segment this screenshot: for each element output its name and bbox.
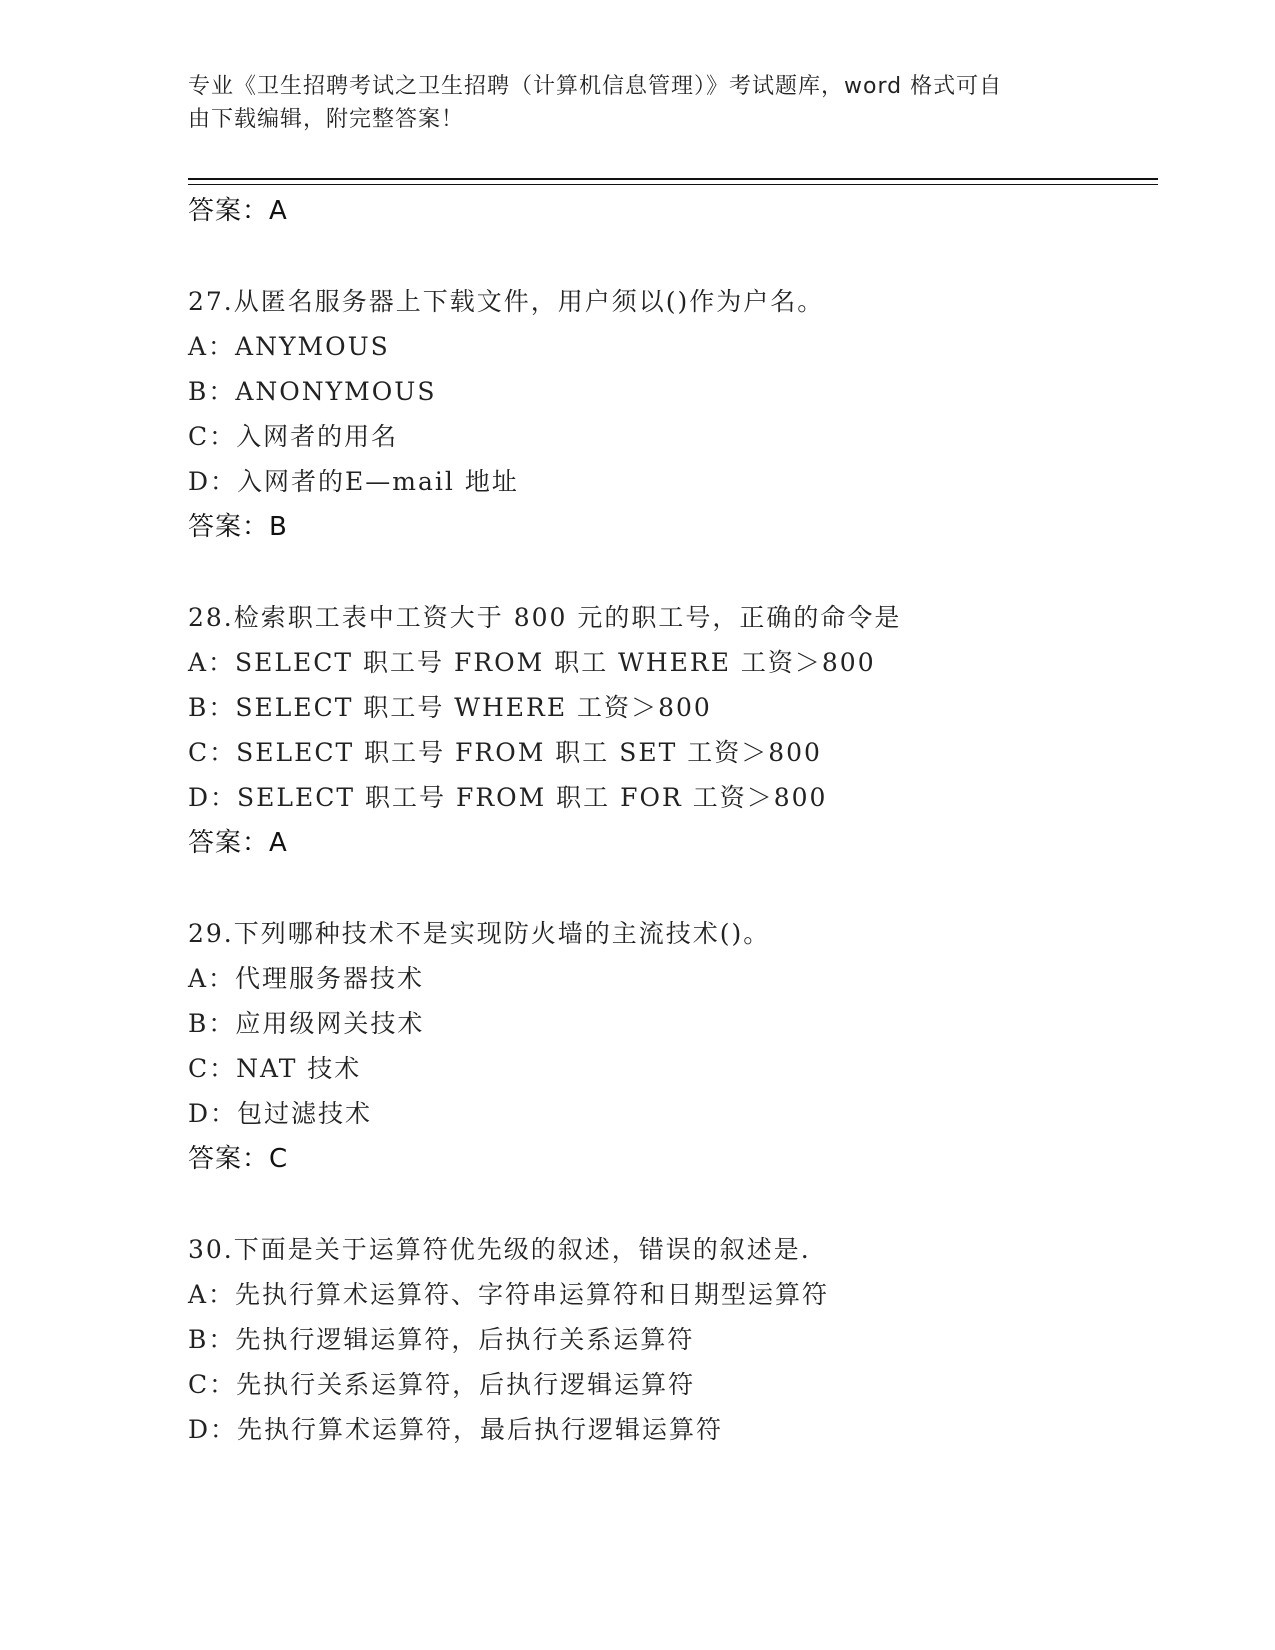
option-d: D：入网者的E—mail 地址 <box>188 467 519 496</box>
answer-line-prev: 答案：A <box>188 196 288 226</box>
option-a: A：先执行算术运算符、字符串运算符和日期型运算符 <box>188 1280 830 1309</box>
question-27 <box>188 279 1158 550</box>
question-list <box>188 188 1158 1452</box>
spacer <box>188 866 1158 911</box>
question-29 <box>188 911 1158 1182</box>
question-30 <box>188 1227 1158 1452</box>
option-a: A：SELECT 职工号 FROM 职工 WHERE 工资＞800 <box>188 648 876 677</box>
question-stem: 29.下列哪种技术不是实现防火墙的主流技术()。 <box>188 919 771 948</box>
option-b: B：ANONYMOUS <box>188 377 437 406</box>
option-c: C：先执行关系运算符，后执行逻辑运算符 <box>188 1370 696 1399</box>
option-c: C：入网者的用名 <box>188 422 399 451</box>
header-line-1: 专业《卫生招聘考试之卫生招聘（计算机信息管理）》考试题库，word 格式可自 <box>188 74 1003 99</box>
option-a: A：代理服务器技术 <box>188 964 425 993</box>
answer-line: 答案：C <box>188 1144 289 1174</box>
option-d: D：SELECT 职工号 FROM 职工 FOR 工资＞800 <box>188 783 828 812</box>
question-stem: 28.检索职工表中工资大于 800 元的职工号，正确的命令是 <box>188 603 902 632</box>
spacer <box>188 550 1158 595</box>
option-d: D：先执行算术运算符，最后执行逻辑运算符 <box>188 1415 724 1444</box>
option-b: B：SELECT 职工号 WHERE 工资＞800 <box>188 693 712 722</box>
question-stem: 27.从匿名服务器上下载文件，用户须以()作为户名。 <box>188 287 825 316</box>
header-rule-thick <box>188 178 1158 180</box>
header-line-2: 由下载编辑，附完整答案！ <box>188 107 465 132</box>
option-a: A：ANYMOUS <box>188 332 390 361</box>
answer-line: 答案：A <box>188 828 288 858</box>
option-d: D：包过滤技术 <box>188 1099 373 1128</box>
option-b: B：先执行逻辑运算符，后执行关系运算符 <box>188 1325 695 1354</box>
option-c: C：NAT 技术 <box>188 1054 362 1083</box>
header-rule-thin <box>188 184 1158 185</box>
question-28 <box>188 595 1158 866</box>
document-header <box>188 70 1068 136</box>
question-stem: 30.下面是关于运算符优先级的叙述，错误的叙述是. <box>188 1235 811 1264</box>
option-c: C：SELECT 职工号 FROM 职工 SET 工资＞800 <box>188 738 822 767</box>
spacer <box>188 234 1158 279</box>
option-b: B：应用级网关技术 <box>188 1009 425 1038</box>
spacer <box>188 1182 1158 1227</box>
answer-line: 答案：B <box>188 512 288 542</box>
